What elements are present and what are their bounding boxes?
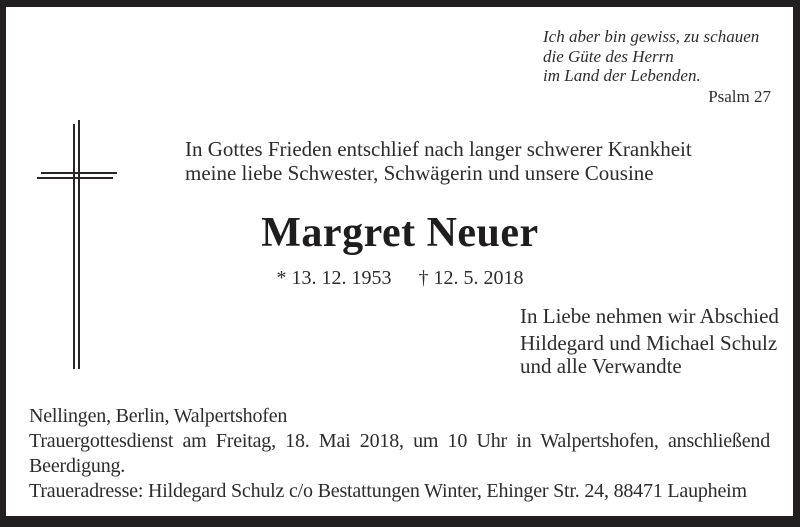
intro-line: meine liebe Schwester, Schwägerin und unsere Cousine — [185, 161, 654, 185]
farewell-lead: In Liebe nehmen wir Abschied — [520, 304, 779, 328]
cities-line: Nellingen, Berlin, Walpertshofen — [29, 405, 288, 427]
service-line: Trauergottesdienst am Freitag, 18. Mai 2018, um 10 Uhr in Walpertshofen, anschließend — [29, 430, 770, 452]
farewell-block — [520, 305, 779, 378]
intro-text — [185, 137, 692, 185]
frame-right — [793, 0, 800, 527]
death-date: † 12. 5. 2018 — [418, 267, 524, 289]
frame-bottom — [0, 516, 800, 527]
psalm-quote-line: Ich aber bin gewiss, zu schauen — [543, 27, 760, 46]
mourners-line: und alle Verwandte — [520, 354, 682, 378]
mourners-line: Hildegard und Michael Schulz — [520, 331, 778, 355]
psalm-quote-line: die Güte des Herrn — [543, 46, 674, 66]
mourning-address-line: Traueradresse: Hildegard Schulz c/o Bestattungen Winter, Ehinger Str. 24, 88471 Laupheim — [29, 480, 747, 502]
funeral-details — [29, 404, 770, 504]
deceased-name: Margret Neuer — [261, 210, 539, 256]
psalm-attribution: Psalm 27 — [708, 86, 771, 106]
psalm-quote — [543, 27, 771, 106]
service-line: Beerdigung. — [29, 455, 126, 477]
frame-left — [0, 0, 6, 527]
birth-date: * 13. 12. 1953 — [276, 267, 392, 289]
cross-horizontal-line — [37, 177, 113, 179]
psalm-quote-line: im Land der Lebenden. — [543, 66, 701, 86]
cross-horizontal-line — [41, 172, 117, 174]
intro-line: In Gottes Frieden entschlief nach langer schwerer Krankheit — [185, 137, 692, 161]
frame-top — [0, 0, 800, 7]
life-dates — [0, 268, 800, 288]
